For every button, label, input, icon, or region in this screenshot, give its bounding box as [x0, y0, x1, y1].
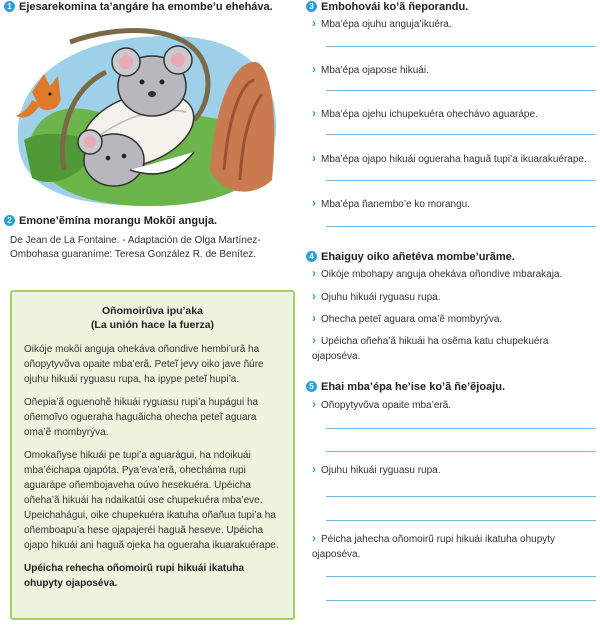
- section4-number: 4: [306, 251, 317, 262]
- question-item: › Mba’épa ñanembo’e ko morangu.: [312, 196, 470, 210]
- answer-line[interactable]: [326, 180, 596, 181]
- answer-line[interactable]: [326, 520, 596, 521]
- answer-line[interactable]: [326, 576, 596, 577]
- section3-number: 3: [306, 1, 317, 12]
- phrase-item: › Péicha jahecha oñomoirũ rupi hikuái ikatuha ohupyty ojaposéva.: [312, 531, 592, 562]
- mice-and-fox-illustration: [10, 20, 280, 208]
- question-item: › Mba’épa ojuhu anguja’ikuéra.: [312, 16, 452, 30]
- section5-heading: [306, 381, 505, 393]
- story-title-spanish: (La unión hace la fuerza): [90, 319, 215, 331]
- statement-item: › Oikóje mbohapy anguja ohekáva oñondive mbarakaja.: [312, 266, 562, 280]
- story-title-guarani: Oñomoirũva ipu’aka: [102, 305, 203, 317]
- statement-item: › Ojuhu hikuái ryguasu rupa.: [312, 289, 441, 303]
- section1-title: Ejesarekomina ta’angáre ha emombe’u eheháva.: [19, 1, 273, 13]
- story-body: [24, 342, 283, 599]
- answer-line[interactable]: [326, 46, 596, 47]
- statement-item: › Upéicha oñeha’ã hikuái ha osẽma katu chupekuéra ojaposéva.: [312, 333, 592, 364]
- story-paragraph: Oikóje mokõi anguja ohekáva oñondive hembi’urã ha oñopytyvõva opaite mba’erã. Peteĩ jevy oiko jave ñúre ojuhu hikuái ryguasu rupa, ha ipype peteĩ hupi’a.: [24, 344, 264, 385]
- story-paragraph: Oñepia’ã oguenohẽ hikuái ryguasu rupi’a hupágui ha oñemoĩvo ogueraha haguãicha ohecha peteĩ aguara oma’ẽ mombyrýva.: [24, 397, 259, 438]
- section3-title: Embohovái ko’ã ñeporandu.: [321, 1, 469, 13]
- answer-line[interactable]: [326, 600, 596, 601]
- question-item: › Mba’épa ojapo hikuái ogueraha haguã tupi’a ikuarakuérape.: [312, 151, 587, 165]
- phrase-item: › Ojuhu hikuái ryguasu rupa.: [312, 462, 441, 476]
- question-item: › Mba’épa ojehu ichupekuéra ohecháνo aguarápe.: [312, 106, 538, 120]
- section2-number: 2: [4, 215, 15, 226]
- section2-heading: [4, 215, 217, 227]
- statement-item: › Ohecha peteĩ aguara oma’ẽ mombyrýva.: [312, 311, 502, 325]
- section5-title: Ehai mba’épa he’ise ko’ã ñe’ẽjoaju.: [321, 381, 506, 393]
- answer-line[interactable]: [326, 496, 596, 497]
- story-closing: Upéicha rehecha oñomoirũ rupi hikuái ikatuha ohupyty ojaposéva.: [24, 563, 245, 589]
- section4-heading: [306, 251, 515, 263]
- section4-title: Ehaiguy oiko añetéva mombe’urãme.: [321, 251, 515, 263]
- answer-line[interactable]: [326, 134, 596, 135]
- phrase-item: › Oñopytyvõva opaite mba’erã.: [312, 397, 451, 411]
- answer-line[interactable]: [326, 451, 596, 452]
- answer-line[interactable]: [326, 226, 596, 227]
- section1-heading: [4, 1, 273, 13]
- section1-number: 1: [4, 1, 15, 12]
- answer-line[interactable]: [326, 428, 596, 429]
- story-paragraph: Omokañyse hikuái pe tupi’a aguarágui, ha ndoikuái mba’éichapa ojapóta. Pya’eva’erã, ohecháma rupi aguarápe oñembojaveha oúvo hesekuéra. Upéicha oñeha’ã hikuái ha ndaikatúi ose chupekuéra mba’eve. Upeichahágui, oike chupekuéra ikatuha oñañua tupi’a ha oñemboapu’a hese ojapajeréi haguã heseve. Upéicha ojapo hikuái ani haguã ojeka ha ogueraha ikuarakuérape.: [24, 450, 279, 551]
- answer-line[interactable]: [326, 90, 596, 91]
- question-item: › Mba’épa ojapose hikuái.: [312, 62, 429, 76]
- section2-title: Emone’ẽmína morangu Mokõi anguja.: [19, 215, 218, 227]
- section5-number: 5: [306, 381, 317, 392]
- story-credit: De Jean de La Fontaine. - Adaptación de Olga Martínez- Ombohasa guaraníme: Teresa González R. de Benítez.: [10, 235, 261, 260]
- story-title: [12, 304, 293, 332]
- section3-heading: [306, 1, 468, 13]
- story-box: [10, 290, 295, 620]
